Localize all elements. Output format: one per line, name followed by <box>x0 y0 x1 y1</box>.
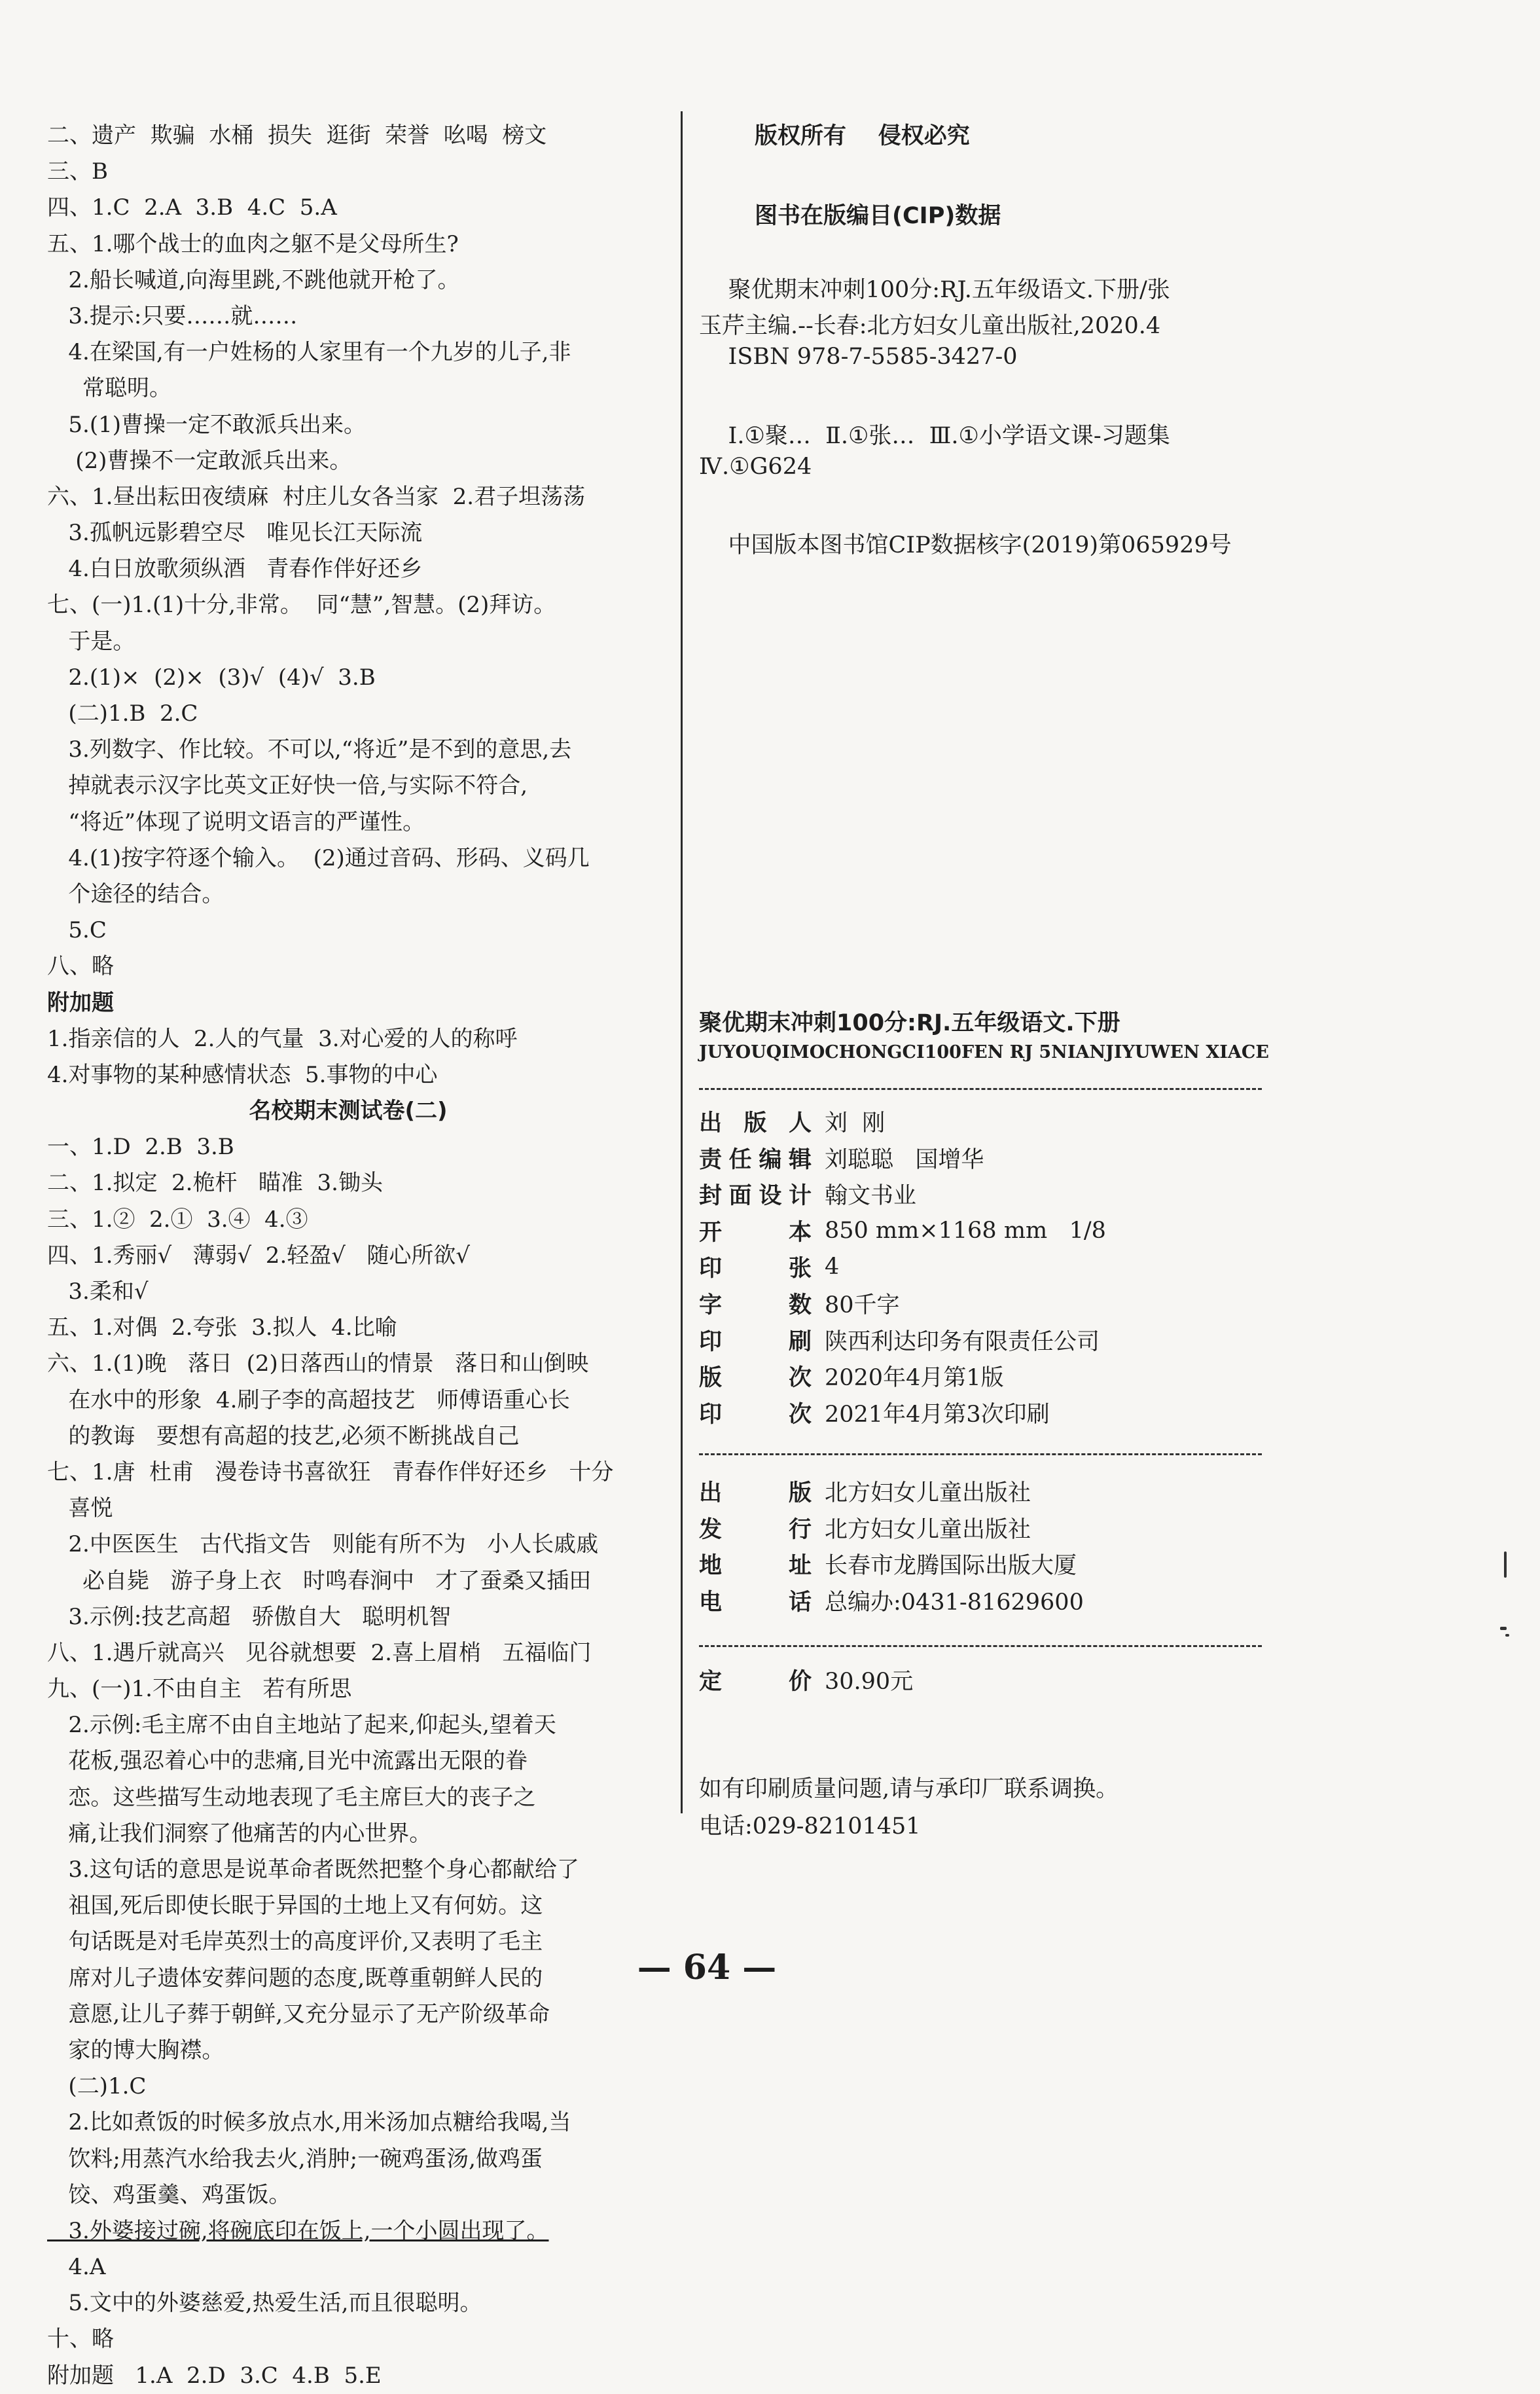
answer-line: 名校期末测试卷(二) <box>249 1098 448 1125</box>
cip-number: 中国版本图书馆CIP数据核字(2019)第065929号 <box>699 532 1232 558</box>
answer-line: 饺、鸡蛋羹、鸡蛋饭。 <box>47 2181 291 2208</box>
column-divider <box>681 111 683 1813</box>
publisher-info-row <box>699 1546 1077 1582</box>
cip-line: 玉芹主编.--长春:北方妇女儿童出版社,2020.4 <box>699 313 1161 339</box>
answer-line: 七、1.唐 杜甫 漫卷诗书喜欲狂 青春作伴好还乡 十分 <box>47 1459 614 1485</box>
answer-line: 四、1.秀丽√ 薄弱√ 2.轻盈√ 随心所欲√ <box>47 1242 470 1269</box>
publisher-info-row <box>699 1473 1031 1510</box>
price-value: 30.90元 <box>825 1669 914 1695</box>
answer-line: 恋。这些描写生动地表现了毛主席巨大的丧子之 <box>47 1784 536 1811</box>
answer-line: 掉就表示汉字比英文正好快一倍,与实际不符合, <box>47 772 528 799</box>
answer-line: 二、1.拟定 2.桅杆 瞄准 3.锄头 <box>47 1170 383 1197</box>
answer-line: 八、略 <box>47 953 114 980</box>
answer-line: 4.在梁国,有一户姓杨的人家里有一个九岁的儿子,非 <box>47 339 571 366</box>
answer-line: 二、遗产 欺骗 水桶 损失 逛街 荣誉 吆喝 榜文 <box>47 122 547 149</box>
scan-speck <box>1505 1634 1509 1637</box>
contact-phone: 电话:029-82101451 <box>699 1813 921 1840</box>
publication-info-label: 出 版 人 <box>699 1110 812 1136</box>
publisher-info-row <box>699 1510 1031 1546</box>
publication-info-value: 刘聪聪 国增华 <box>825 1146 984 1173</box>
answer-line: 3.孤帆远影碧空尽 唯见长江天际流 <box>47 520 423 547</box>
answer-line: 1.指亲信的人 2.人的气量 3.对心爱的人的称呼 <box>47 1025 518 1052</box>
answer-line: 5.文中的外婆慈爱,热爱生活,而且很聪明。 <box>47 2290 482 2317</box>
answer-line: 于是。 <box>47 628 135 655</box>
publication-info-label: 封 面 设 计 <box>699 1183 812 1210</box>
publication-info-row <box>699 1248 839 1285</box>
cip-line: 聚优期末冲刺100分:RJ.五年级语文.下册/张 <box>699 277 1170 303</box>
dashed-divider <box>699 1088 1262 1090</box>
answer-line: 痛,让我们洞察了他痛苦的内心世界。 <box>47 1820 432 1847</box>
answer-line: (二)1.B 2.C <box>47 700 198 727</box>
publication-info-row <box>699 1176 916 1212</box>
answer-line: 3.示例:技艺高超 骄傲自大 聪明机智 <box>47 1603 452 1630</box>
cip-heading: 图书在版编目(CIP)数据 <box>755 203 1001 229</box>
publication-info-label: 版 次 <box>699 1365 812 1392</box>
answer-line: 常聪明。 <box>47 375 172 402</box>
publication-info-value: 2020年4月第1版 <box>825 1365 1004 1392</box>
publisher-info-row <box>699 1582 1084 1619</box>
publication-info-label: 责 任 编 辑 <box>699 1146 812 1173</box>
answer-line: 5.C <box>47 917 107 944</box>
publication-info-row <box>699 1212 1106 1249</box>
publisher-info-value: 总编办:0431-81629600 <box>825 1589 1084 1616</box>
answer-line: (2)曹操不一定敢派兵出来。 <box>47 447 352 474</box>
publication-info-value: 刘 刚 <box>825 1110 886 1136</box>
publisher-info-value: 北方妇女儿童出版社 <box>825 1516 1031 1543</box>
answer-line: 九、(一)1.不由自主 若有所思 <box>47 1676 352 1703</box>
publication-info-label: 印 次 <box>699 1401 812 1428</box>
publication-info-row <box>699 1140 984 1176</box>
answer-line: 4.对事物的某种感情状态 5.事物的中心 <box>47 1061 438 1088</box>
answer-line: 一、1.D 2.B 3.B <box>47 1134 234 1161</box>
answer-line: 个途径的结合。 <box>47 880 224 907</box>
answer-line: 2.船长喊道,向海里跳,不跳他就开枪了。 <box>47 266 460 293</box>
answer-line: 4.(1)按字符逐个输入。 (2)通过音码、形码、义码几 <box>47 844 590 871</box>
classification-line: Ⅳ.①G624 <box>699 454 812 480</box>
publication-info-label: 字 数 <box>699 1292 812 1318</box>
answer-line: 4.白日放歌须纵酒 青春作伴好还乡 <box>47 556 423 583</box>
answer-line: 三、B <box>47 158 108 185</box>
answer-line: 席对儿子遗体安葬问题的态度,既尊重朝鲜人民的 <box>47 1965 543 1991</box>
isbn-line: ISBN 978-7-5585-3427-0 <box>699 344 1018 370</box>
answer-line: 附加题 <box>47 989 114 1016</box>
book-title: 聚优期末冲刺100分:RJ.五年级语文.下册 <box>699 1010 1120 1036</box>
answer-line: 3.这句话的意思是说革命者既然把整个身心都献给了 <box>47 1857 579 1883</box>
answer-line: 2.中医医生 古代指文告 则能有所不为 小人长戚戚 <box>47 1531 599 1558</box>
answer-line: 必自毙 游子身上衣 时鸣春涧中 才了蚕桑又插田 <box>47 1567 592 1594</box>
answer-line: 饮料;用蒸汽水给我去火,消肿;一碗鸡蛋汤,做鸡蛋 <box>47 2145 543 2172</box>
scan-speck <box>1500 1627 1507 1630</box>
scan-speck <box>1504 1551 1507 1578</box>
answer-line: 花板,强忍着心中的悲痛,目光中流露出无限的眷 <box>47 1748 528 1775</box>
answer-line: 3.外婆接过碗,将碗底印在饭上,一个小圆出现了。 <box>47 2217 549 2244</box>
publisher-info-label: 出 版 <box>699 1480 812 1506</box>
publication-info-label: 印 刷 <box>699 1328 812 1355</box>
answer-line: 五、1.哪个战士的血肉之躯不是父母所生? <box>47 230 459 257</box>
page-number: — 64 — <box>637 1948 777 1987</box>
publication-info-value: 2021年4月第3次印刷 <box>825 1401 1050 1428</box>
publication-info-value: 850 mm×1168 mm 1/8 <box>825 1217 1106 1244</box>
answer-line: 喜悦 <box>47 1495 113 1522</box>
publication-info-value: 80千字 <box>825 1292 900 1318</box>
publication-info-row <box>699 1394 1050 1431</box>
publication-info-row <box>699 1103 885 1140</box>
answer-line: 七、(一)1.(1)十分,非常。 同“慧”,智慧。(2)拜访。 <box>47 592 556 619</box>
answer-line: 祖国,死后即使长眠于异国的土地上又有何妨。这 <box>47 1893 543 1919</box>
answer-line: 十、略 <box>47 2326 114 2353</box>
dashed-divider <box>699 1453 1262 1455</box>
quality-note: 如有印刷质量问题,请与承印厂联系调换。 <box>699 1776 1119 1802</box>
publication-info-value: 4 <box>825 1254 840 1280</box>
answer-line: 2.示例:毛主席不由自主地站了起来,仰起头,望着天 <box>47 1712 556 1739</box>
publication-info-row <box>699 1322 1100 1358</box>
answer-line: 八、1.遇斤就高兴 见谷就想要 2.喜上眉梢 五福临门 <box>47 1639 592 1666</box>
publication-info-label: 开 本 <box>699 1219 812 1246</box>
classification-line: Ⅰ.①聚… Ⅱ.①张… Ⅲ.①小学语文课-习题集 <box>699 423 1170 449</box>
answer-line: 三、1.② 2.① 3.④ 4.③ <box>47 1206 308 1233</box>
book-pinyin: JUYOUQIMOCHONGCI100FEN RJ 5NIANJIYUWEN XIACE <box>699 1042 1269 1062</box>
answer-line: 3.提示:只要……就…… <box>47 302 298 329</box>
publisher-info-label: 发 行 <box>699 1516 812 1543</box>
answer-line: 的教诲 要想有高超的技艺,必须不断挑战自己 <box>47 1423 520 1449</box>
price-label: 定 价 <box>699 1669 812 1695</box>
publisher-info-label: 地 址 <box>699 1553 812 1580</box>
answer-line: 附加题 1.A 2.D 3.C 4.B 5.E <box>47 2362 382 2389</box>
answer-line: 3.列数字、作比较。不可以,“将近”是不到的意思,去 <box>47 736 572 763</box>
publisher-info-label: 电 话 <box>699 1589 812 1616</box>
answer-key-column <box>47 118 649 2394</box>
dashed-divider <box>699 1645 1262 1647</box>
publisher-info-value: 北方妇女儿童出版社 <box>825 1480 1031 1506</box>
answer-line: 2.(1)× (2)× (3)√ (4)√ 3.B <box>47 664 376 691</box>
answer-line: 句话既是对毛岸英烈士的高度评价,又表明了毛主 <box>47 1929 543 1955</box>
publication-info-value: 翰文书业 <box>825 1183 917 1210</box>
publication-info-row <box>699 1285 900 1322</box>
answer-line: 2.比如煮饭的时候多放点水,用米汤加点糖给我喝,当 <box>47 2109 571 2136</box>
answer-line: 4.A <box>47 2254 106 2281</box>
publication-info-label: 印 张 <box>699 1256 812 1282</box>
answer-line: 3.柔和√ <box>47 1279 149 1305</box>
copyright-heading: 版权所有 侵权必究 <box>755 123 970 149</box>
answer-line: 六、1.(1)晚 落日 (2)日落西山的情景 落日和山倒映 <box>47 1351 589 1377</box>
answer-line: “将近”体现了说明文语言的严谨性。 <box>47 808 425 835</box>
price-row <box>699 1661 913 1698</box>
answer-line: 意愿,让儿子葬于朝鲜,又充分显示了无产阶级革命 <box>47 2001 550 2027</box>
publication-info-value: 陕西利达印务有限责任公司 <box>825 1328 1100 1355</box>
answer-line: (二)1.C <box>47 2073 147 2100</box>
answer-line: 六、1.昼出耘田夜绩麻 村庄儿女各当家 2.君子坦荡荡 <box>47 483 586 510</box>
answer-line: 五、1.对偶 2.夸张 3.拟人 4.比喻 <box>47 1315 397 1341</box>
answer-line: 四、1.C 2.A 3.B 4.C 5.A <box>47 194 337 221</box>
publisher-info-value: 长春市龙腾国际出版大厦 <box>825 1553 1077 1580</box>
publication-info-row <box>699 1358 1004 1394</box>
answer-line: 家的博大胸襟。 <box>47 2037 224 2063</box>
answer-line: 5.(1)曹操一定不敢派兵出来。 <box>47 411 367 438</box>
answer-line: 在水中的形象 4.刷子李的高超技艺 师傅语重心长 <box>47 1387 570 1413</box>
